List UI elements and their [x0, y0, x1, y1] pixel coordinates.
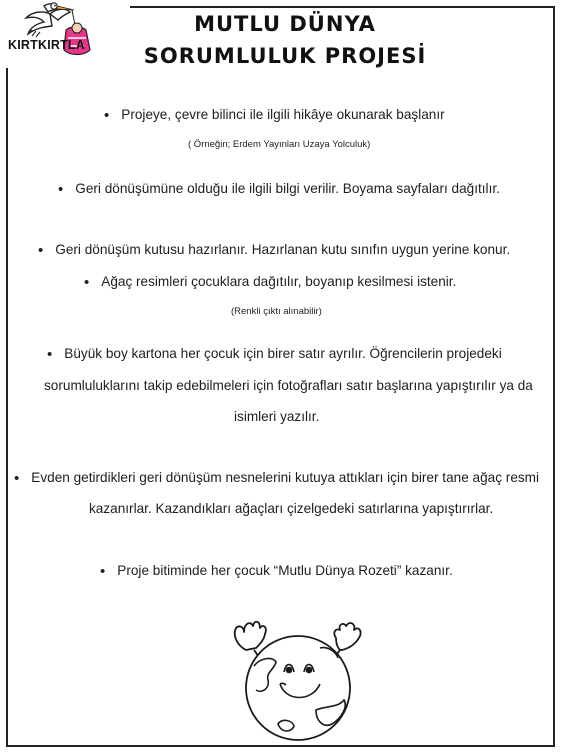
- bullet: •: [38, 242, 44, 259]
- list-item: [84, 273, 456, 292]
- list-item-text: Projeye, çevre bilinci ile ilgili hikâye okunarak başlanır: [121, 107, 445, 122]
- list-item: [47, 345, 502, 364]
- logo-text: KIRTKIRTLA: [8, 38, 85, 52]
- list-item-text: Proje bitiminde her çocuk “Mutlu Dünya Rozeti” kazanır.: [117, 563, 453, 578]
- bullet: •: [100, 563, 106, 580]
- list-item-text: Geri dönüşümüne olduğu ile ilgili bilgi verilir. Boyama sayfaları dağıtılır.: [75, 181, 500, 196]
- page-title-line-2: SORUMLULUK PROJESİ: [143, 44, 427, 68]
- logo: [2, 0, 130, 68]
- list-item-text: Ağaç resimleri çocuklara dağıtılır, boyanıp kesilmesi istenir.: [101, 274, 457, 289]
- bullet: •: [58, 181, 64, 198]
- list-item-continuation: sorumluluklarını takip edebilmeleri için fotoğrafları satır başlarına yapıştırılır ya da: [44, 378, 533, 393]
- list-item-note: ( Örneğin; Erdem Yayınları Uzaya Yolculuk): [188, 139, 371, 150]
- stork-carrying-baby-icon: [20, 0, 98, 66]
- list-item-text: Büyük boy kartona her çocuk için birer satır ayrılır. Öğrencilerin projedeki: [64, 346, 502, 361]
- list-item-text: Geri dönüşüm kutusu hazırlanır. Hazırlanan kutu sınıfın uygun yerine konur.: [55, 242, 511, 257]
- bullet: •: [47, 346, 53, 363]
- page-title-line-1: MUTLU DÜNYA: [194, 12, 376, 36]
- list-item-continuation: isimleri yazılır.: [234, 409, 320, 424]
- bullet: •: [14, 470, 20, 487]
- list-item-text: Evden getirdikleri geri dönüşüm nesnelerini kutuya attıkları için birer tane ağaç resmi: [31, 470, 540, 485]
- smiling-earth-globe-icon: [220, 606, 380, 746]
- list-item-note: (Renkli çıktı alınabilir): [231, 306, 322, 317]
- list-item: [100, 562, 453, 581]
- bullet: •: [104, 107, 110, 124]
- list-item: [38, 241, 510, 260]
- list-item: [58, 180, 500, 199]
- list-item: [104, 106, 445, 125]
- list-item: [14, 469, 539, 488]
- bullet: •: [84, 274, 90, 291]
- list-item-continuation: kazanırlar. Kazandıkları ağaçları çizelgedeki satırlarına yapıştırırlar.: [89, 501, 494, 516]
